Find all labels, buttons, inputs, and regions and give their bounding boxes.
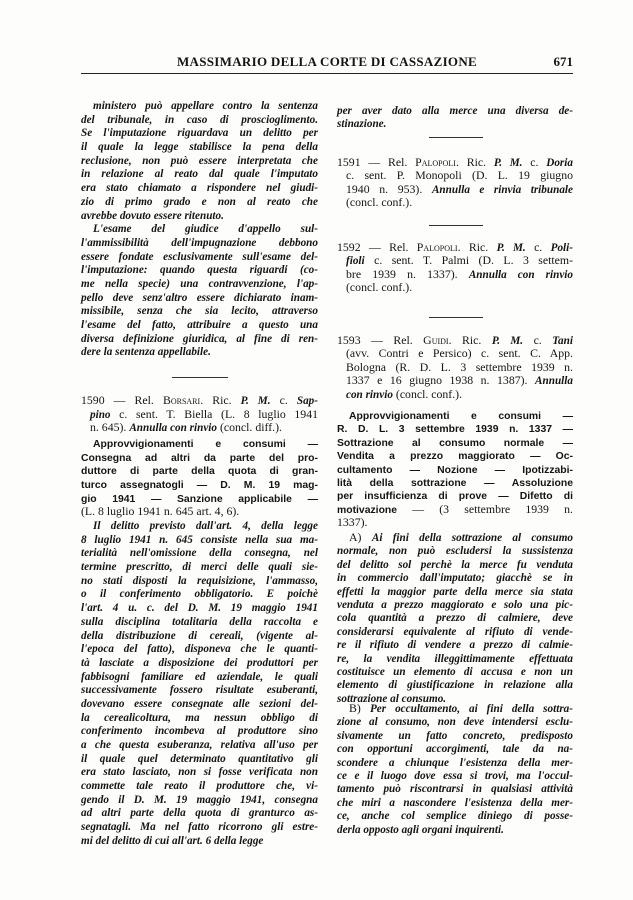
text-line xyxy=(81,420,318,434)
section-divider xyxy=(429,317,483,318)
text-line xyxy=(81,98,318,112)
text-run: Annulla xyxy=(535,375,573,388)
text-run: diversa definizione giuridica, al fine di ren- xyxy=(81,332,318,345)
text-line xyxy=(337,448,573,461)
text-run: me nella specie) una contravvenzione, l'ap- xyxy=(81,277,318,290)
text-run: B) xyxy=(349,701,370,715)
text-line xyxy=(337,421,573,434)
text-run: (avv. Contri e Persico) c. sent. C. App. xyxy=(346,346,573,361)
text-run: R. D. L. 3 settembre 1939 n. 1337 — xyxy=(337,424,573,436)
text-line xyxy=(81,710,318,724)
text-line xyxy=(81,112,318,126)
section-divider xyxy=(172,377,228,378)
text-run: Approvvigionamenti e consumi — xyxy=(93,439,318,450)
text-line xyxy=(337,346,573,359)
text-run: Poli- xyxy=(550,242,573,254)
text-run: costituisce un elemento di accusa e non un xyxy=(337,665,573,678)
text-run: missibile, senza che sia lecito, attraverso xyxy=(81,305,318,318)
text-run: l'epoca del fatto), disponeva che le quanti- xyxy=(81,643,318,656)
text-line xyxy=(337,155,573,168)
text-run: . Ric. xyxy=(455,155,494,169)
text-run: Approvvigionamenti e consumi — xyxy=(349,411,573,422)
text-run: che miri a nascondere l'esistenza della mer- xyxy=(337,796,573,809)
text-line xyxy=(81,545,318,559)
text-line xyxy=(81,723,318,737)
text-run: Tani xyxy=(552,335,573,347)
text-run: Annulla con rinvio xyxy=(129,422,217,435)
text-line xyxy=(337,570,573,583)
section-divider xyxy=(429,225,483,226)
section-divider xyxy=(429,137,483,138)
text-run: Per occultamento, ai fini della sottra- xyxy=(369,703,574,715)
text-line xyxy=(81,276,318,290)
text-line xyxy=(337,387,573,400)
text-run: per aver dato alla merce una diversa de- xyxy=(337,105,573,117)
text-line xyxy=(81,669,318,683)
text-run: motivazione xyxy=(337,504,398,516)
text-line xyxy=(337,488,573,501)
text-line xyxy=(81,235,318,249)
text-line xyxy=(81,344,318,358)
text-line xyxy=(81,833,318,847)
text-run: . Ric. xyxy=(457,240,497,254)
text-run: l'ammissibilità dell'impugnazione debbono xyxy=(81,236,318,249)
text-line xyxy=(81,290,318,304)
text-run: Borsari xyxy=(162,393,201,407)
text-run: Annulla con rinvio xyxy=(468,268,573,281)
text-run: Vendita a prezzo maggiorato — Oc- xyxy=(337,451,573,463)
text-run: Annulla e rinvia tribunale xyxy=(431,183,573,196)
text-line xyxy=(81,628,318,642)
text-line xyxy=(337,768,573,781)
text-line xyxy=(81,407,318,421)
text-run: ce, anche col semplice diniego di posse- xyxy=(337,810,573,823)
text-run: . Ric. xyxy=(200,393,241,407)
text-run: segnatagli. Ma nel fatto ricorrono gli estre- xyxy=(81,821,318,834)
text-run: tamento può riscontrarsi in qualsiasi attività xyxy=(337,783,573,796)
text-line xyxy=(81,262,318,276)
text-line xyxy=(337,530,573,543)
text-run: re il rifiuto di vendere a prezzo di calmie- xyxy=(337,639,573,652)
text-run: 1592 — Rel. xyxy=(337,240,417,254)
text-run: turco assegnatogli — D. M. 19 mag- xyxy=(81,480,318,492)
page-number: 671 xyxy=(553,54,573,69)
text-run: o il conferimento obbligatorio. E poichè xyxy=(81,588,318,601)
text-line xyxy=(81,125,318,139)
text-line xyxy=(81,331,318,345)
text-run: conferimento incombeva al produttore sino xyxy=(81,725,318,738)
text-line xyxy=(337,781,573,794)
text-line xyxy=(81,303,318,317)
text-line xyxy=(337,360,573,373)
text-line xyxy=(81,614,318,628)
text-line xyxy=(81,764,318,778)
text-run: in relazione al reato dal quale l'imputato xyxy=(81,168,318,181)
text-run: A) xyxy=(349,530,372,544)
text-line xyxy=(81,450,318,464)
text-run: c. sent. T. Palmi (D. L. 3 settem- xyxy=(364,253,573,268)
text-run: c. xyxy=(270,393,297,407)
text-run: — (3 settembre 1939 n. xyxy=(397,501,573,516)
citation-1591 xyxy=(337,155,573,209)
text-line xyxy=(81,477,318,491)
text-run: c. xyxy=(523,333,553,347)
text-run: c. sent. P. Monopoli (D. L. 19 giugno xyxy=(346,168,573,183)
text-line xyxy=(81,559,318,573)
text-run: (concl. conf.). xyxy=(392,386,463,401)
text-line xyxy=(81,573,318,587)
text-run: il quale la legge stabilisce la pena della xyxy=(81,141,318,154)
text-run: effetti la maggior parte della merce sia stata xyxy=(337,585,573,598)
text-run: sottrazione al consumo. xyxy=(337,692,447,705)
citation-1590 xyxy=(81,393,318,434)
text-run: normale, non può escludersi la sussistenza xyxy=(337,545,573,558)
text-line xyxy=(337,182,573,195)
text-line xyxy=(337,280,573,293)
text-line xyxy=(337,253,573,266)
text-run: del delitto sol perchè la merce fu venduta xyxy=(337,558,573,571)
text-run: cultamento — Nozione — Ipotizzabi- xyxy=(337,464,573,476)
text-run: mi del delitto di cui all'art. 6 della legge xyxy=(81,834,264,847)
text-line xyxy=(81,518,318,532)
text-run: ministero può appellare contro la sentenza xyxy=(93,100,318,112)
text-line xyxy=(81,586,318,600)
text-run: successivamente fossero risultate esuberanti, xyxy=(81,684,318,697)
text-run: derla opposto agli organi inquirenti. xyxy=(337,823,504,836)
text-run: Consegna ad altri da parte del pro- xyxy=(81,452,318,464)
text-line xyxy=(337,637,573,650)
text-line xyxy=(81,751,318,765)
text-run: essere fondate esclusivamente sull'esame del- xyxy=(81,250,318,263)
text-run: Doria xyxy=(546,157,573,169)
text-line xyxy=(81,194,318,208)
text-line xyxy=(81,393,318,407)
header-rule xyxy=(81,73,573,74)
text-run: pello deve senz'altro essere dichiarato inam- xyxy=(81,291,318,304)
text-line xyxy=(81,221,318,235)
text-line xyxy=(81,778,318,792)
text-line xyxy=(81,166,318,180)
text-run: Sap- xyxy=(296,395,318,407)
text-run: era stato chiamato a rispondere nel giudi- xyxy=(81,182,318,195)
text-run: re, la vendita illeggittimamente effettuata xyxy=(337,652,573,665)
text-run: Se l'imputazione riguardava un delitto per xyxy=(81,127,318,140)
text-run: l'art. 4 u. c. del D. M. 19 maggio 1941 xyxy=(81,602,318,615)
text-line xyxy=(337,755,573,768)
text-line xyxy=(337,584,573,597)
text-line xyxy=(337,651,573,664)
text-line xyxy=(337,677,573,690)
text-line xyxy=(337,515,573,528)
text-line xyxy=(81,139,318,153)
text-run: con rinvio xyxy=(346,388,393,401)
text-line xyxy=(81,819,318,833)
text-line xyxy=(337,728,573,741)
text-run: gendo il D. M. 19 maggio 1941, consegna xyxy=(81,793,318,806)
text-run: reclusione, non può essere interpretata che xyxy=(81,154,318,167)
text-run: del tribunale, in caso di proscioglimento. xyxy=(81,113,318,126)
text-run: L'esame del giudice d'appello sul- xyxy=(93,223,318,236)
text-run: Ai fini della sottrazione al consumo xyxy=(371,532,573,544)
text-run: il quale quel determinato quantitativo gli xyxy=(81,752,318,765)
text-run: terialità nell'omissione della consegna, nel xyxy=(81,547,318,560)
text-run: 1940 n. 953). xyxy=(346,181,432,196)
text-line xyxy=(337,795,573,808)
text-run: per insufficienza di prove — Difetto di xyxy=(337,491,573,503)
text-line xyxy=(81,805,318,819)
text-run: (concl. conf.). xyxy=(346,280,413,295)
text-line xyxy=(337,168,573,181)
text-line xyxy=(337,240,573,253)
text-run: ad altri parte della quota di granturco as- xyxy=(81,807,318,820)
text-run: venduta a prezzo maggiorato e solo una pic- xyxy=(337,598,573,611)
text-run: sivamente un fatto concreto, predisposto xyxy=(337,729,573,742)
text-run: . Ric. xyxy=(448,333,492,347)
text-line xyxy=(81,600,318,614)
text-line xyxy=(337,543,573,556)
text-run: stinazione. xyxy=(337,118,387,131)
text-run: (concl. diff.). xyxy=(217,420,282,435)
text-line xyxy=(337,462,573,475)
text-line xyxy=(81,317,318,331)
text-line xyxy=(337,664,573,677)
text-run: l'imputazione: quando questa riguardi (co- xyxy=(81,264,318,277)
text-run: c. sent. T. Biella (L. 8 luglio 1941 xyxy=(110,406,318,421)
text-run: zione al consumo, non deve intendersi esclu- xyxy=(337,716,573,729)
text-line xyxy=(81,153,318,167)
text-run: 1337 e 16 giugno 1938 n. 1387). xyxy=(346,373,536,388)
text-run: con opportuni accorgimenti, tale da na- xyxy=(337,743,573,756)
text-line xyxy=(81,180,318,194)
text-line xyxy=(81,792,318,806)
heading-1593 xyxy=(337,408,573,529)
text-line xyxy=(81,682,318,696)
text-line xyxy=(337,116,573,129)
text-line xyxy=(337,408,573,421)
text-run: P. M. xyxy=(496,242,526,254)
text-run: cola quantità a prezzo di calmiere, deve xyxy=(337,612,573,625)
text-run: pino xyxy=(90,408,111,421)
maxim-1593-a xyxy=(337,530,573,704)
text-line xyxy=(337,808,573,821)
text-run: 1590 — Rel. xyxy=(81,393,163,407)
heading-1590 xyxy=(81,436,318,518)
text-line xyxy=(337,557,573,570)
text-run: gio 1941 — Sanzione applicabile — xyxy=(81,493,318,505)
text-line xyxy=(337,103,573,116)
text-run: della distribuzione di cereali, (vigente al- xyxy=(81,629,318,642)
text-run: 1337). xyxy=(337,515,368,530)
text-run: in commercio dall'imputato; giacchè se in xyxy=(337,572,573,585)
text-line xyxy=(81,436,318,450)
text-line xyxy=(81,696,318,710)
text-line xyxy=(337,475,573,488)
text-line xyxy=(337,701,573,714)
text-run: zio di primo grado e non al reato che xyxy=(81,195,318,208)
text-run: duttore di parte della quota di gran- xyxy=(81,466,318,478)
text-line xyxy=(337,195,573,208)
text-run: c. xyxy=(525,240,551,254)
text-line xyxy=(337,597,573,610)
text-run: 1591 — Rel. xyxy=(337,155,416,169)
text-line xyxy=(81,463,318,477)
maxim-1590 xyxy=(81,518,318,847)
text-line xyxy=(337,267,573,280)
text-line xyxy=(337,333,573,346)
text-line xyxy=(337,373,573,386)
text-run: lità della sottrazione — Assoluzione xyxy=(337,477,573,489)
text-run: n. 645). xyxy=(90,420,130,435)
text-line xyxy=(81,491,318,505)
text-line xyxy=(337,822,573,835)
text-run: tà lasciate a disposizione dei produttori per xyxy=(81,656,318,669)
text-run: P. M. xyxy=(491,335,524,347)
text-run: avrebbe dovuto essere ritenuto. xyxy=(81,209,224,222)
text-run: c. xyxy=(522,155,547,169)
text-run: ce e il luogo dove essa si trovi, ma l'occul- xyxy=(337,769,573,782)
running-header-title: MASSIMARIO DELLA CORTE DI CASSAZIONE xyxy=(176,54,477,69)
text-run: 8 luglio 1941 n. 645 consiste nella sua ma- xyxy=(81,533,318,546)
text-run: dere la sentenza appellabile. xyxy=(81,346,211,359)
text-run: Palopoli xyxy=(415,155,456,169)
text-run: Palopoli xyxy=(416,240,458,254)
text-line xyxy=(81,655,318,669)
text-run: Sottrazione al consumo normale — xyxy=(337,437,573,449)
text-run: la cerealicoltura, ma nessun obbligo di xyxy=(81,711,318,724)
text-run: bre 1939 n. 1337). xyxy=(346,266,469,281)
text-line xyxy=(81,249,318,263)
text-run: P. M. xyxy=(493,157,523,169)
citation-1593 xyxy=(337,333,573,400)
text-run: a che questa esuberanza, relativa all'uso per xyxy=(81,739,318,751)
text-run: Il delitto previsto dall'art. 4, della legge xyxy=(93,520,318,532)
text-run: fabbisogni familiare ed aziendale, le quali xyxy=(81,670,318,683)
text-run: fioli xyxy=(346,255,365,268)
text-run: era stato lasciato, non si fosse verificata non xyxy=(81,766,318,779)
text-run: commette tale reato il produttore che, vi- xyxy=(81,780,318,793)
text-line xyxy=(337,610,573,623)
text-line xyxy=(81,208,318,222)
text-line xyxy=(337,714,573,727)
text-run: termine prescritto, di merci delle quali sie- xyxy=(81,561,318,574)
text-run: considerarsi equivalente al rifiuto di vende- xyxy=(337,625,573,638)
text-line xyxy=(81,532,318,546)
text-run: no stati disposti la requisizione, l'ammasso, xyxy=(81,574,318,587)
left-continuation-text xyxy=(81,98,318,358)
text-run: l'esame del fatto, attribuire a questo una xyxy=(81,319,318,331)
text-run: 1593 — Rel. xyxy=(337,333,424,347)
text-run: P. M. xyxy=(240,395,271,407)
text-line xyxy=(337,435,573,448)
text-run: scondere a chiunque l'esistenza della mer- xyxy=(337,756,573,769)
text-run: (L. 8 luglio 1941 n. 645 art. 4, 6). xyxy=(81,504,240,519)
text-run: (concl. conf.). xyxy=(346,195,413,210)
text-line xyxy=(81,504,318,518)
text-run: dovevano essere consegnate alle sezioni del- xyxy=(81,697,318,710)
text-run: elemento di giustificazione in relazione alla xyxy=(337,679,573,692)
text-run: Bologna (R. D. L. 3 settembre 1939 n. xyxy=(346,359,573,374)
text-run: sulla disciplina totalitaria della raccolta e xyxy=(81,615,318,628)
text-line xyxy=(337,741,573,754)
text-line xyxy=(337,502,573,515)
text-line xyxy=(81,641,318,655)
citation-1592 xyxy=(337,240,573,294)
text-run: Guidi xyxy=(423,333,449,347)
text-line xyxy=(337,624,573,637)
maxim-1593-b xyxy=(337,701,573,835)
right-continuation-text xyxy=(337,103,573,130)
text-line xyxy=(81,737,318,751)
